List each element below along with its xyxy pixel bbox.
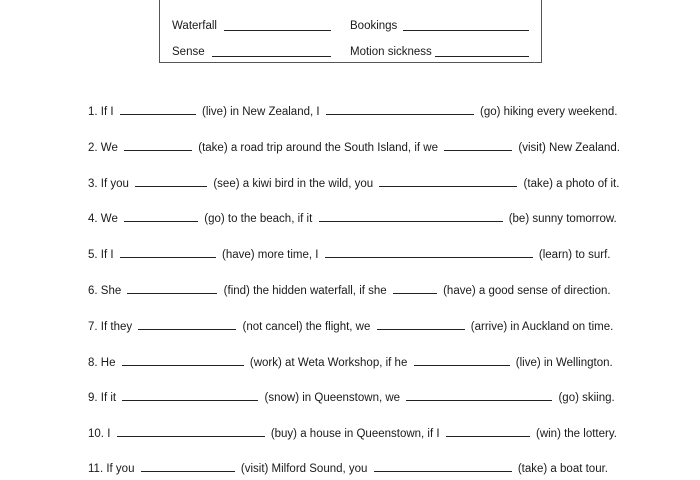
answer-blank[interactable] bbox=[319, 211, 503, 222]
answer-blank[interactable] bbox=[326, 104, 474, 115]
item-number: 2. bbox=[88, 142, 98, 154]
answer-blank[interactable] bbox=[127, 283, 217, 294]
exercise-item-1 bbox=[88, 104, 617, 119]
item-text: (have) more time, I bbox=[221, 249, 319, 261]
vocab-word: Motion sickness bbox=[350, 46, 432, 58]
answer-blank[interactable] bbox=[122, 390, 258, 401]
answer-blank[interactable] bbox=[377, 319, 465, 330]
item-text: (not cancel) the flight, we bbox=[242, 321, 371, 333]
item-text: (see) a kiwi bird in the wild, you bbox=[213, 178, 374, 190]
item-text: (go) skiing. bbox=[558, 392, 615, 404]
item-text: We bbox=[100, 213, 118, 225]
item-number: 5. bbox=[88, 249, 98, 261]
exercise-item-3 bbox=[88, 176, 619, 191]
item-number: 7. bbox=[88, 321, 98, 333]
item-text: (live) in Wellington. bbox=[515, 357, 613, 369]
vocab-blank[interactable] bbox=[212, 56, 331, 57]
item-text: (visit) Milford Sound, you bbox=[240, 463, 368, 475]
item-text: She bbox=[100, 285, 122, 297]
answer-blank[interactable] bbox=[122, 355, 244, 366]
vocabulary-box bbox=[159, 0, 542, 63]
vocab-blank[interactable] bbox=[224, 30, 331, 31]
exercise-item-8 bbox=[88, 355, 613, 370]
item-number: 11. bbox=[88, 463, 104, 475]
item-text: (snow) in Queenstown, we bbox=[264, 392, 401, 404]
answer-blank[interactable] bbox=[124, 211, 198, 222]
exercise-item-2 bbox=[88, 140, 620, 155]
answer-blank[interactable] bbox=[117, 426, 265, 437]
answer-blank[interactable] bbox=[138, 319, 236, 330]
item-text: If you bbox=[100, 178, 129, 190]
item-number: 3. bbox=[88, 178, 98, 190]
item-number: 10. bbox=[88, 428, 104, 440]
item-text: We bbox=[100, 142, 118, 154]
answer-blank[interactable] bbox=[406, 390, 552, 401]
vocab-word: Waterfall bbox=[172, 20, 217, 32]
answer-blank[interactable] bbox=[141, 461, 235, 472]
item-text: (visit) New Zealand. bbox=[518, 142, 621, 154]
answer-blank[interactable] bbox=[444, 140, 512, 151]
answer-blank[interactable] bbox=[120, 247, 216, 258]
item-text: (take) a photo of it. bbox=[523, 178, 620, 190]
answer-blank[interactable] bbox=[393, 283, 437, 294]
item-text: (live) in New Zealand, I bbox=[201, 106, 320, 118]
answer-blank[interactable] bbox=[414, 355, 510, 366]
item-text: (buy) a house in Queenstown, if I bbox=[270, 428, 440, 440]
item-text: (go) hiking every weekend. bbox=[480, 106, 618, 118]
item-text: (have) a good sense of direction. bbox=[443, 285, 611, 297]
exercise-item-7 bbox=[88, 319, 613, 334]
item-text: (arrive) in Auckland on time. bbox=[470, 321, 614, 333]
item-text: If you bbox=[106, 463, 135, 475]
item-text: (work) at Weta Workshop, if he bbox=[249, 357, 408, 369]
item-text: I bbox=[107, 428, 111, 440]
item-number: 1. bbox=[88, 106, 98, 118]
item-text: (be) sunny tomorrow. bbox=[508, 213, 617, 225]
exercise-item-10 bbox=[88, 426, 617, 441]
item-text: (learn) to surf. bbox=[538, 249, 611, 261]
exercise-item-9 bbox=[88, 390, 615, 405]
item-text: If it bbox=[100, 392, 117, 404]
answer-blank[interactable] bbox=[124, 140, 192, 151]
item-number: 6. bbox=[88, 285, 98, 297]
answer-blank[interactable] bbox=[120, 104, 196, 115]
answer-blank[interactable] bbox=[374, 461, 512, 472]
item-text: If I bbox=[100, 249, 114, 261]
exercise-item-5 bbox=[88, 247, 610, 262]
answer-blank[interactable] bbox=[379, 176, 517, 187]
item-text: If they bbox=[100, 321, 133, 333]
exercise-item-11 bbox=[88, 461, 608, 476]
item-text: (go) to the beach, if it bbox=[204, 213, 313, 225]
exercise-item-6 bbox=[88, 283, 611, 298]
item-text: (win) the lottery. bbox=[535, 428, 617, 440]
exercise-item-4 bbox=[88, 211, 617, 226]
answer-blank[interactable] bbox=[135, 176, 207, 187]
vocab-blank[interactable] bbox=[403, 30, 529, 31]
item-text: He bbox=[100, 357, 116, 369]
item-number: 8. bbox=[88, 357, 98, 369]
item-text: (take) a road trip around the South Island, if we bbox=[198, 142, 438, 154]
vocab-word: Bookings bbox=[350, 20, 398, 32]
answer-blank[interactable] bbox=[446, 426, 530, 437]
item-text: If I bbox=[100, 106, 114, 118]
item-number: 9. bbox=[88, 392, 98, 404]
vocab-word: Sense bbox=[172, 46, 205, 58]
item-text: (take) a boat tour. bbox=[517, 463, 608, 475]
vocab-blank[interactable] bbox=[435, 56, 529, 57]
item-number: 4. bbox=[88, 213, 98, 225]
answer-blank[interactable] bbox=[325, 247, 533, 258]
item-text: (find) the hidden waterfall, if she bbox=[223, 285, 387, 297]
